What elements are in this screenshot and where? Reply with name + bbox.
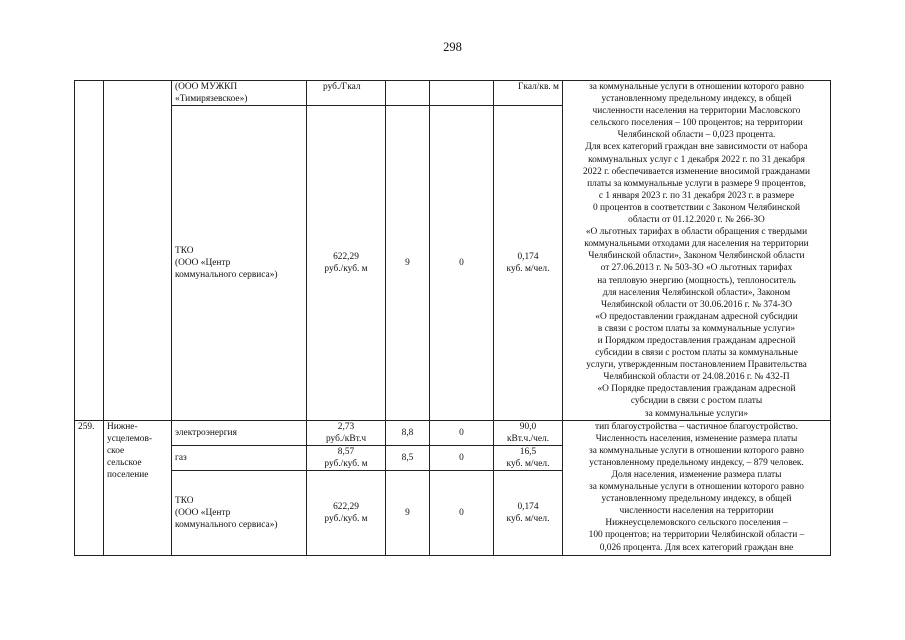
tariff-unit: руб./куб. м [324, 263, 368, 274]
service-line: (ООО «Центр [175, 257, 231, 268]
service-line: (ООО МУЖКП [175, 82, 238, 92]
tariff-value: 8,57 [337, 446, 355, 457]
service-cell [172, 81, 307, 106]
tariff-unit: руб./кВт.ч [325, 433, 367, 444]
service-cell [172, 106, 307, 420]
norm-unit: куб. м/чел. [506, 514, 550, 524]
norm-value: 0,174 [517, 501, 539, 512]
note-line: услуги, утвержденным постановлением Правительства [586, 360, 807, 371]
norm-unit: кВт.ч./чел. [506, 433, 550, 444]
note-line: Челябинской области», Законом Челябинской области [588, 251, 805, 262]
service-line: коммунального сервиса») [175, 520, 278, 531]
note-line: «О льготных тарифах в области обращения с твердыми [585, 227, 808, 238]
note-line: за коммунальные услуги в отношении которого равно [588, 445, 804, 456]
service-line: газ [175, 452, 187, 463]
tariff-table [74, 80, 831, 556]
note-line: «О Порядке предоставления гражданам адресной [597, 384, 796, 395]
note-line: Челябинской области от 24.08.2016 г. № 432-П [603, 372, 790, 383]
settlement-line: ское [107, 445, 125, 456]
service-cell [172, 471, 307, 556]
tariff-cell [307, 471, 386, 556]
norm-value: 0,174 [517, 251, 539, 262]
zero-cell: 0 [430, 420, 494, 445]
note-line: «О предоставлении гражданам адресной субсидии [595, 311, 798, 322]
norm-cell [494, 471, 563, 556]
service-cell [172, 420, 307, 445]
unit-cell [307, 81, 386, 106]
note-line: в связи с ростом платы за коммунальные услуги» [597, 323, 796, 334]
note-line: за коммунальные услуги» [644, 408, 749, 419]
norm-unit: куб. м/чел. [506, 263, 550, 274]
tariff-unit: руб./куб. м [324, 458, 368, 469]
note-line: 0 процентов в соответствии с Законом Челябинской [592, 202, 801, 213]
settlement-cell [104, 420, 172, 555]
zero-cell: 0 [430, 106, 494, 420]
service-line: ТКО [175, 495, 194, 506]
tariff-cell [307, 420, 386, 445]
note-line: численности населения на территории [619, 506, 774, 517]
note-line: платы за коммунальные услуги в размере 9 процентов, [587, 178, 806, 189]
note-line: установленному предельному индексу, – 879 человек. [589, 457, 804, 468]
tariff-value: 622,29 [333, 501, 359, 512]
note-line: за коммунальные услуги в отношении которого равно [588, 482, 804, 493]
note-line: Челябинской области от 30.06.2016 г. № 374-ЗО [601, 299, 792, 310]
norm-cell [494, 106, 563, 420]
empty-cell [386, 81, 430, 106]
norm-unit: куб. м/чел. [506, 458, 550, 469]
note-line: численности населения на территории Масловского [592, 106, 801, 117]
service-line: «Тимирязевское») [175, 94, 248, 105]
note-line: сельского поселения – 100 процентов; на территории [590, 118, 803, 129]
row-number-cell: 259. [75, 420, 104, 555]
norm-value: 90,0 [519, 421, 537, 432]
tariff-value: 622,29 [333, 251, 359, 262]
note-line: коммунальных услуг с 1 декабря 2022 г. по 31 декабря [588, 154, 805, 165]
note-line: и Порядком предоставления гражданам адресной [597, 335, 796, 346]
zero-cell: 0 [430, 445, 494, 470]
empty-cell [430, 81, 494, 106]
note-line: 0,026 процента. Для всех категорий граждан вне [599, 542, 794, 553]
note-line: Нижнеусцелемовского сельского поселения – [605, 518, 788, 529]
table-row [75, 81, 831, 106]
note-line: установленному предельному индексу, в общей [601, 494, 792, 505]
tariff-cell [307, 445, 386, 470]
norm-cell [494, 445, 563, 470]
row-number-cell [75, 81, 104, 421]
note-line: на тепловую энергию (мощность), теплоноситель [597, 275, 796, 286]
service-line: (ООО «Центр [175, 507, 231, 518]
percent-cell: 8,8 [386, 420, 430, 445]
note-line: области от 01.12.2020 г. № 266-ЗО [628, 215, 765, 226]
norm-unit: Гкал/кв. м [518, 82, 559, 92]
percent-cell: 9 [386, 471, 430, 556]
table-row [75, 420, 831, 445]
tariff-unit: руб./куб. м [324, 514, 368, 524]
service-line: ТКО [175, 245, 194, 256]
note-line: Челябинской области – 0,023 процента. [617, 130, 776, 141]
percent-cell: 9 [386, 106, 430, 420]
tariff-cell [307, 106, 386, 420]
page-number: 298 [443, 40, 462, 54]
unit-line: руб./Гкал [323, 82, 361, 92]
note-line: субсидии в связи с ростом платы [630, 396, 763, 407]
note-cell [563, 420, 831, 555]
settlement-line: сельское [107, 457, 142, 468]
service-cell [172, 445, 307, 470]
zero-cell: 0 [430, 471, 494, 556]
service-line: электроэнергия [175, 427, 237, 438]
note-line: с 1 января 2023 г. по 31 декабря 2023 г. в размере [598, 190, 795, 201]
note-line: установленному предельному индексу, в общей [601, 94, 792, 105]
settlement-line: поселение [107, 470, 149, 480]
norm-value: 16,5 [519, 446, 537, 457]
note-line: 2022 г. обеспечивается изменение вносимой гражданами [583, 166, 810, 177]
note-cell [563, 81, 831, 421]
note-line: от 27.06.2013 г. № 503-ЗО «О льготных тарифах [600, 263, 793, 274]
percent-cell: 8,5 [386, 445, 430, 470]
note-line: для населения Челябинской области», Законом [602, 287, 791, 298]
settlement-line: усцелемов- [107, 433, 153, 444]
note-line: Доля населения, изменение размера платы [611, 470, 782, 480]
note-line: коммунальными отходами для населения на территории [584, 239, 809, 250]
service-line: коммунального сервиса») [175, 269, 278, 280]
norm-cell [494, 420, 563, 445]
note-line: 100 процентов; на территории Челябинской области – [588, 530, 805, 541]
norm-cell [494, 81, 563, 106]
settlement-line: Нижне- [107, 421, 138, 432]
tariff-value: 2,73 [337, 421, 355, 432]
note-line: Для всех категорий граждан вне зависимости от набора [585, 142, 808, 153]
note-line: за коммунальные услуги в отношении которого равно [588, 82, 804, 92]
note-line: тип благоустройства – частичное благоустройство. [595, 421, 798, 432]
settlement-cell [104, 81, 172, 421]
note-line: субсидии в связи с ростом платы за коммунальные [595, 348, 798, 359]
note-line: Численность населения, изменение размера платы [595, 433, 798, 444]
